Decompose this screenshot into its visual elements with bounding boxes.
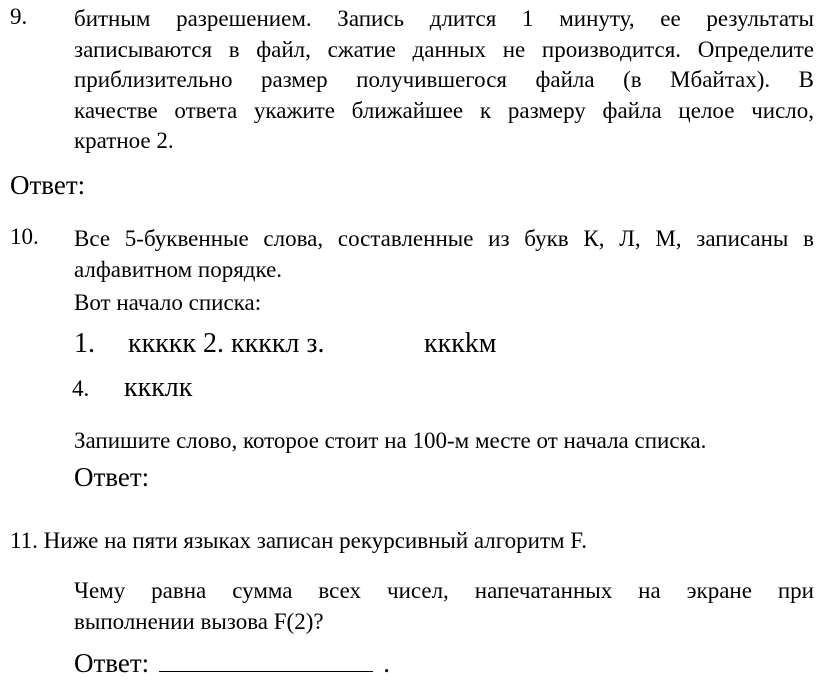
answer-tail: .	[383, 648, 390, 678]
text-line: битным разрешением. Запись длится 1 минуту, ее результаты	[74, 6, 814, 31]
question-11-answer-label: Ответ:	[74, 648, 150, 678]
list-item-number: 4.	[72, 376, 90, 401]
question-10-number: 10.	[10, 224, 39, 249]
list-item-words: ккккк 2. ккккл з.	[128, 328, 325, 359]
question-9-number: 9.	[10, 4, 28, 29]
answer-blank[interactable]	[159, 653, 373, 672]
question-10-task: Запишите слово, которое стоит на 100-м месте от начала списка.	[74, 428, 707, 453]
question-11-answer	[74, 648, 390, 679]
text-line: записываются в файл, сжатие данных не производится. Определите	[74, 36, 814, 62]
list-item-word: ккклк	[124, 372, 193, 403]
text-line: выполнении вызова F(2)?	[74, 608, 324, 634]
question-10-answer-label: Ответ:	[74, 462, 150, 492]
question-11-heading: 11. Ниже на пяти языках записан рекурсивный алгоритм F.	[10, 528, 588, 553]
question-9-text	[74, 4, 814, 157]
text-line: кратное 2.	[74, 128, 174, 153]
text-line: алфавитном порядке.	[74, 256, 283, 282]
text-line: Чему равна сумма всех чисел, напечатанных на экране при	[74, 578, 814, 603]
question-9-answer-label: Ответ:	[10, 170, 86, 200]
text-line: приблизительно размер получившегося файла (в Мбайтах). В	[74, 67, 814, 92]
list-item-number: 1.	[74, 328, 95, 359]
list-item-word: кккkм	[424, 328, 497, 359]
list-intro: Вот начало списка:	[74, 290, 262, 315]
text-line: качестве ответа укажите ближайшее к размеру файла целое число,	[74, 97, 814, 123]
text-line: Все 5-буквенные слова, составленные из букв К, Л, М, записаны в	[74, 226, 814, 251]
question-11-text	[74, 576, 814, 637]
question-10-text	[74, 224, 814, 285]
